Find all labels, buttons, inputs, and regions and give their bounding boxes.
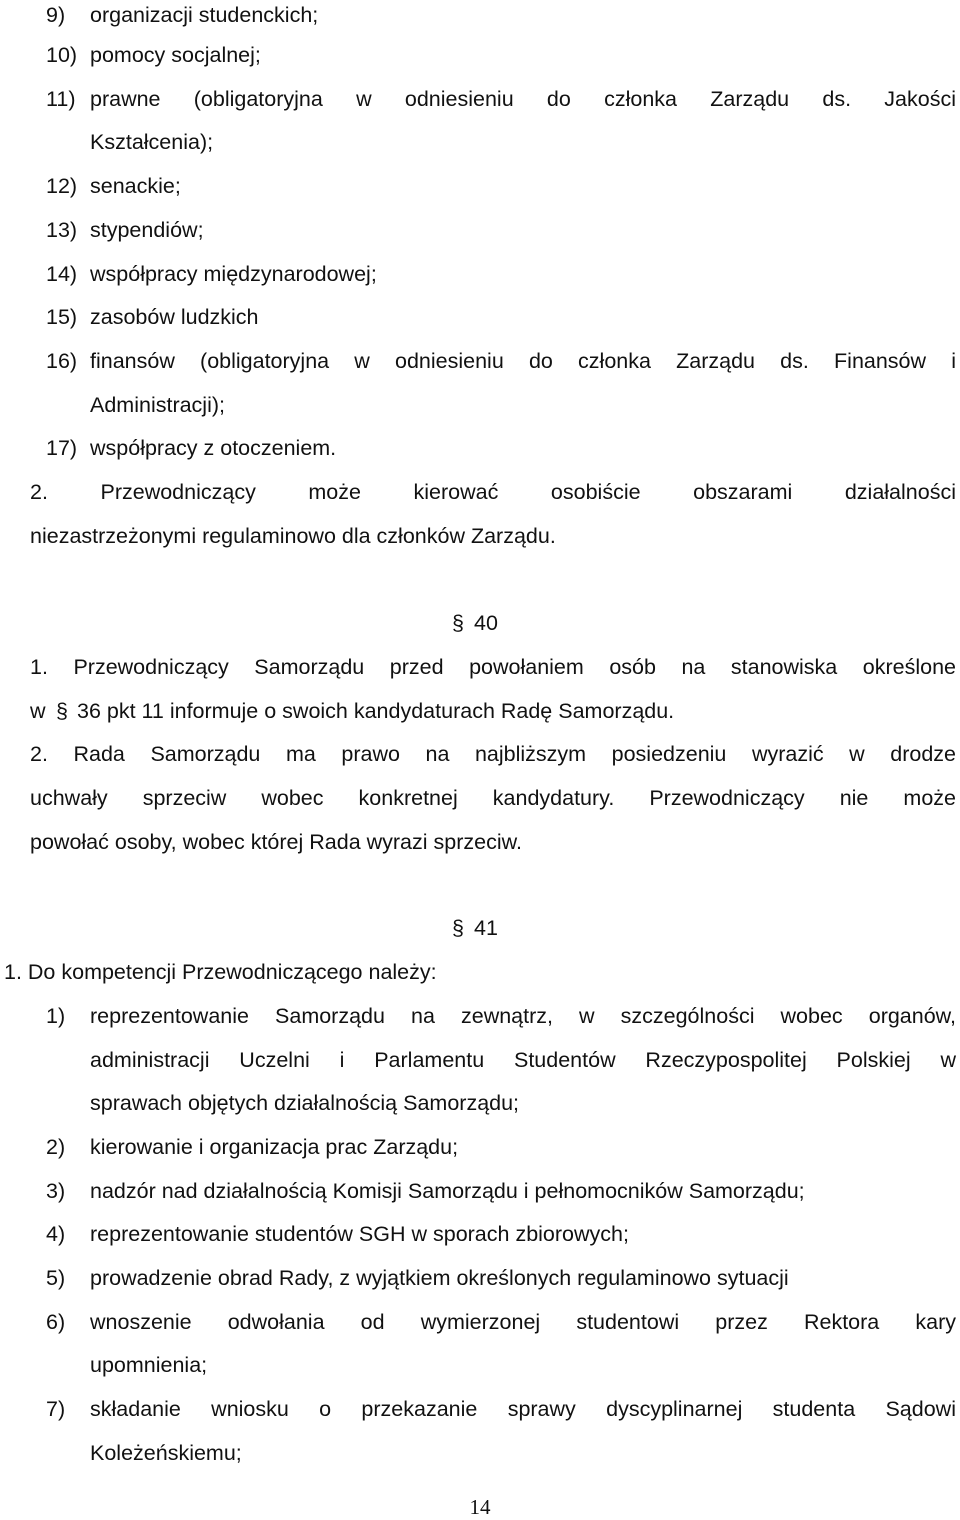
list-item-number: 3) xyxy=(46,1179,66,1203)
list-item-text: Koleżeńskiemu; xyxy=(90,1441,242,1465)
list-item-text: sprawach objętych działalnością Samorządu; xyxy=(90,1091,520,1115)
page-number: 14 xyxy=(469,1495,491,1519)
list-item xyxy=(0,215,960,245)
section-heading xyxy=(0,608,960,638)
list-item xyxy=(0,1219,960,1249)
list-item-number: 2) xyxy=(46,1135,66,1159)
list-item-number: 6) xyxy=(46,1310,66,1334)
list-item xyxy=(0,1394,960,1424)
paragraph-text: uchwały sprzeciw wobec konkretnej kandydatury. Przewodniczący nie może xyxy=(30,786,956,810)
list-item-continuation xyxy=(0,1088,960,1118)
list-item xyxy=(0,346,960,376)
list-item-text: organizacji studenckich; xyxy=(90,3,319,27)
section-symbol: § xyxy=(452,916,464,940)
list-item-text: zasobów ludzkich xyxy=(90,305,259,329)
paragraph-continuation xyxy=(0,521,960,551)
list-item-continuation xyxy=(0,127,960,157)
list-item-text: składanie wniosku o przekazanie sprawy dyscyplinarnej studenta Sądowi xyxy=(90,1397,956,1421)
list-item-text: reprezentowanie studentów SGH w sporach zbiorowych; xyxy=(90,1222,629,1246)
paragraph-continuation xyxy=(0,696,960,726)
paragraph xyxy=(0,652,960,682)
list-item-number: 17) xyxy=(46,436,78,460)
paragraph-text: 36 pkt 11 informuje o swoich kandydaturach Radę Samorządu. xyxy=(77,699,675,723)
list-item-text: kierowanie i organizacja prac Zarządu; xyxy=(90,1135,459,1159)
list-item-number: 7) xyxy=(46,1397,66,1421)
list-item xyxy=(0,171,960,201)
list-item xyxy=(0,1001,960,1031)
list-item-text: nadzór nad działalnością Komisji Samorządu i pełnomocników Samorządu; xyxy=(90,1179,805,1203)
section-symbol: § xyxy=(452,611,464,635)
paragraph-continuation xyxy=(0,783,960,813)
paragraph xyxy=(0,477,960,507)
list-item-number: 15) xyxy=(46,305,78,329)
paragraph-text: 2. Przewodniczący może kierować osobiście obszarami działalności xyxy=(30,480,956,504)
list-item xyxy=(0,40,960,70)
list-item-number: 13) xyxy=(46,218,78,242)
paragraph-text: w xyxy=(30,699,46,723)
section-heading xyxy=(0,913,960,943)
list-item-continuation xyxy=(0,1350,960,1380)
list-item-number: 4) xyxy=(46,1222,66,1246)
list-item-text: pomocy socjalnej; xyxy=(90,43,261,67)
list-item xyxy=(0,1263,960,1293)
list-item xyxy=(0,259,960,289)
list-item-number: 5) xyxy=(46,1266,66,1290)
list-item-number: 1) xyxy=(46,1004,66,1028)
list-item-text: współpracy międzynarodowej; xyxy=(90,262,377,286)
list-item xyxy=(0,433,960,463)
list-item-text: wnoszenie odwołania od wymierzonej studentowi przez Rektora kary xyxy=(90,1310,956,1334)
list-item-number: 12) xyxy=(46,174,78,198)
section-number: 41 xyxy=(474,916,498,940)
paragraph xyxy=(0,957,960,987)
list-item-text: finansów (obligatoryjna w odniesieniu do członka Zarządu ds. Finansów i xyxy=(90,349,956,373)
list-item-text: administracji Uczelni i Parlamentu Studentów Rzeczypospolitej Polskiej w xyxy=(90,1048,956,1072)
list-item-number: 14) xyxy=(46,262,78,286)
list-item-text: upomnienia; xyxy=(90,1353,208,1377)
list-item-text: Administracji); xyxy=(90,393,225,417)
list-item-text: stypendiów; xyxy=(90,218,204,242)
list-item-number: 11) xyxy=(46,87,76,111)
list-item xyxy=(0,1307,960,1337)
list-item-continuation xyxy=(0,1438,960,1468)
list-item-text: współpracy z otoczeniem. xyxy=(90,436,337,460)
list-item xyxy=(0,1176,960,1206)
list-item-number: 9) xyxy=(46,3,66,27)
list-item xyxy=(0,302,960,332)
list-item-text: Kształcenia); xyxy=(90,130,214,154)
list-item-text: reprezentowanie Samorządu na zewnątrz, w szczególności wobec organów, xyxy=(90,1004,956,1028)
paragraph-text: 1. Do kompetencji Przewodniczącego należy: xyxy=(4,960,437,984)
paragraph xyxy=(0,739,960,769)
list-item xyxy=(0,1132,960,1162)
paragraph-text: 1. Przewodniczący Samorządu przed powołaniem osób na stanowiska określone xyxy=(30,655,956,679)
paragraph-text: 2. Rada Samorządu ma prawo na najbliższym posiedzeniu wyrazić w drodze xyxy=(30,742,956,766)
list-item-number: 16) xyxy=(46,349,78,373)
section-symbol: § xyxy=(56,699,68,723)
list-item xyxy=(0,84,960,114)
list-item-text: senackie; xyxy=(90,174,181,198)
section-number: 40 xyxy=(474,611,498,635)
paragraph-continuation xyxy=(0,827,960,857)
list-item-continuation xyxy=(0,1045,960,1075)
list-item-text: prowadzenie obrad Rady, z wyjątkiem określonych regulaminowo sytuacji xyxy=(90,1266,789,1290)
list-item xyxy=(0,0,960,30)
list-item-text: prawne (obligatoryjna w odniesieniu do członka Zarządu ds. Jakości xyxy=(90,87,956,111)
paragraph-text: powołać osoby, wobec której Rada wyrazi sprzeciw. xyxy=(30,830,522,854)
paragraph-text: niezastrzeżonymi regulaminowo dla członków Zarządu. xyxy=(30,524,556,548)
list-item-continuation xyxy=(0,390,960,420)
list-item-number: 10) xyxy=(46,43,78,67)
